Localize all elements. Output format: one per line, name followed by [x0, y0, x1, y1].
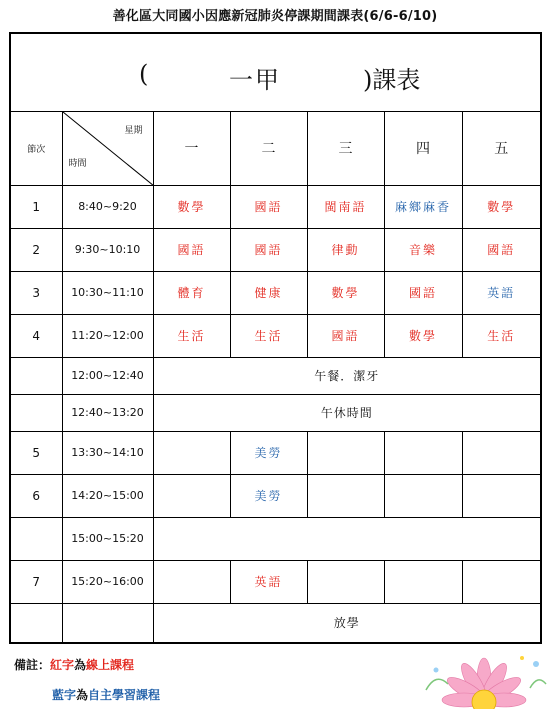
subject-cell-thu	[384, 431, 462, 474]
time-cell: 15:00~15:20	[62, 517, 153, 560]
subject-cell-wed: 數學	[307, 271, 384, 314]
time-cell	[62, 603, 153, 643]
merged-activity-cell	[153, 517, 541, 560]
subject-cell-tue: 國語	[230, 185, 307, 228]
subject-cell-tue: 生活	[230, 314, 307, 357]
subject-cell-wed	[307, 431, 384, 474]
note-line-1	[14, 656, 134, 673]
period-cell: 7	[10, 560, 62, 603]
table-row	[10, 603, 541, 643]
table-row	[10, 228, 541, 271]
subject-cell-mon: 生活	[153, 314, 230, 357]
period-cell	[10, 394, 62, 431]
subject-cell-fri: 英語	[462, 271, 541, 314]
flower-illustration-icon	[418, 650, 550, 709]
table-row	[10, 560, 541, 603]
subject-cell-tue: 健康	[230, 271, 307, 314]
note-blue-word: 藍字	[52, 688, 77, 702]
day-header-fri: 五	[462, 111, 541, 185]
note-blue-meaning: 自主學習課程	[88, 688, 161, 702]
table-row	[10, 431, 541, 474]
time-cell: 12:00~12:40	[62, 357, 153, 394]
subject-cell-mon	[153, 474, 230, 517]
header-row	[10, 111, 541, 185]
table-row	[10, 185, 541, 228]
period-cell	[10, 517, 62, 560]
class-title	[10, 33, 541, 111]
time-cell: 13:30~14:10	[62, 431, 153, 474]
table-row	[10, 517, 541, 560]
subject-cell-fri: 數學	[462, 185, 541, 228]
day-header-mon: 一	[153, 111, 230, 185]
period-cell: 6	[10, 474, 62, 517]
table-row	[10, 474, 541, 517]
time-label: 時間	[68, 158, 87, 169]
subject-cell-thu: 麻鄉麻香	[384, 185, 462, 228]
day-header-tue: 二	[230, 111, 307, 185]
table-row	[10, 271, 541, 314]
document-title: 善化區大同國小因應新冠肺炎停課期間課表(6/6-6/10)	[112, 9, 438, 24]
time-cell: 14:20~15:00	[62, 474, 153, 517]
subject-cell-mon: 體育	[153, 271, 230, 314]
subject-cell-mon: 數學	[153, 185, 230, 228]
period-cell: 5	[10, 431, 62, 474]
note-line-2	[52, 686, 160, 703]
merged-activity-cell: 放學	[153, 603, 541, 643]
subject-cell-thu: 國語	[384, 271, 462, 314]
subject-cell-thu	[384, 474, 462, 517]
merged-activity-cell: 午休時間	[153, 394, 541, 431]
subject-cell-wed	[307, 474, 384, 517]
subject-cell-wed: 閩南語	[307, 185, 384, 228]
period-cell: 4	[10, 314, 62, 357]
subject-cell-wed: 律動	[307, 228, 384, 271]
table-row	[10, 394, 541, 431]
subject-cell-tue: 國語	[230, 228, 307, 271]
period-cell	[10, 603, 62, 643]
class-title-open: (	[139, 60, 149, 88]
subject-cell-fri	[462, 474, 541, 517]
class-name: 一甲	[229, 66, 281, 94]
subject-cell-wed	[307, 560, 384, 603]
subject-cell-tue: 英語	[230, 560, 307, 603]
subject-cell-thu: 音樂	[384, 228, 462, 271]
time-cell: 12:40~13:20	[62, 394, 153, 431]
subject-cell-wed: 國語	[307, 314, 384, 357]
subject-cell-tue: 美勞	[230, 431, 307, 474]
week-label: 星期	[124, 125, 143, 136]
subject-cell-thu	[384, 560, 462, 603]
period-cell: 2	[10, 228, 62, 271]
table-row	[10, 357, 541, 394]
subject-cell-fri: 生活	[462, 314, 541, 357]
timetable	[9, 32, 542, 644]
subject-cell-mon: 國語	[153, 228, 230, 271]
period-cell: 1	[10, 185, 62, 228]
time-cell: 11:20~12:00	[62, 314, 153, 357]
merged-activity-cell: 午餐．潔牙	[153, 357, 541, 394]
subject-cell-fri	[462, 431, 541, 474]
subject-cell-mon	[153, 431, 230, 474]
subject-cell-thu: 數學	[384, 314, 462, 357]
note-is-word: 為	[74, 658, 87, 672]
period-cell	[10, 357, 62, 394]
day-header-thu: 四	[384, 111, 462, 185]
subject-cell-fri	[462, 560, 541, 603]
time-cell: 8:40~9:20	[62, 185, 153, 228]
corner-header	[62, 111, 153, 185]
time-cell: 15:20~16:00	[62, 560, 153, 603]
period-header: 節次	[10, 111, 62, 185]
note-red-word: 紅字	[50, 658, 75, 672]
note-is-word-2: 為	[76, 688, 89, 702]
class-title-close: )課表	[363, 66, 421, 94]
subject-cell-tue: 美勞	[230, 474, 307, 517]
table-row	[10, 314, 541, 357]
time-cell: 9:30~10:10	[62, 228, 153, 271]
day-header-wed: 三	[307, 111, 384, 185]
note-prefix: 備註：	[14, 658, 51, 672]
subject-cell-fri: 國語	[462, 228, 541, 271]
time-cell: 10:30~11:10	[62, 271, 153, 314]
note-red-meaning: 線上課程	[86, 658, 135, 672]
period-cell: 3	[10, 271, 62, 314]
subject-cell-mon	[153, 560, 230, 603]
